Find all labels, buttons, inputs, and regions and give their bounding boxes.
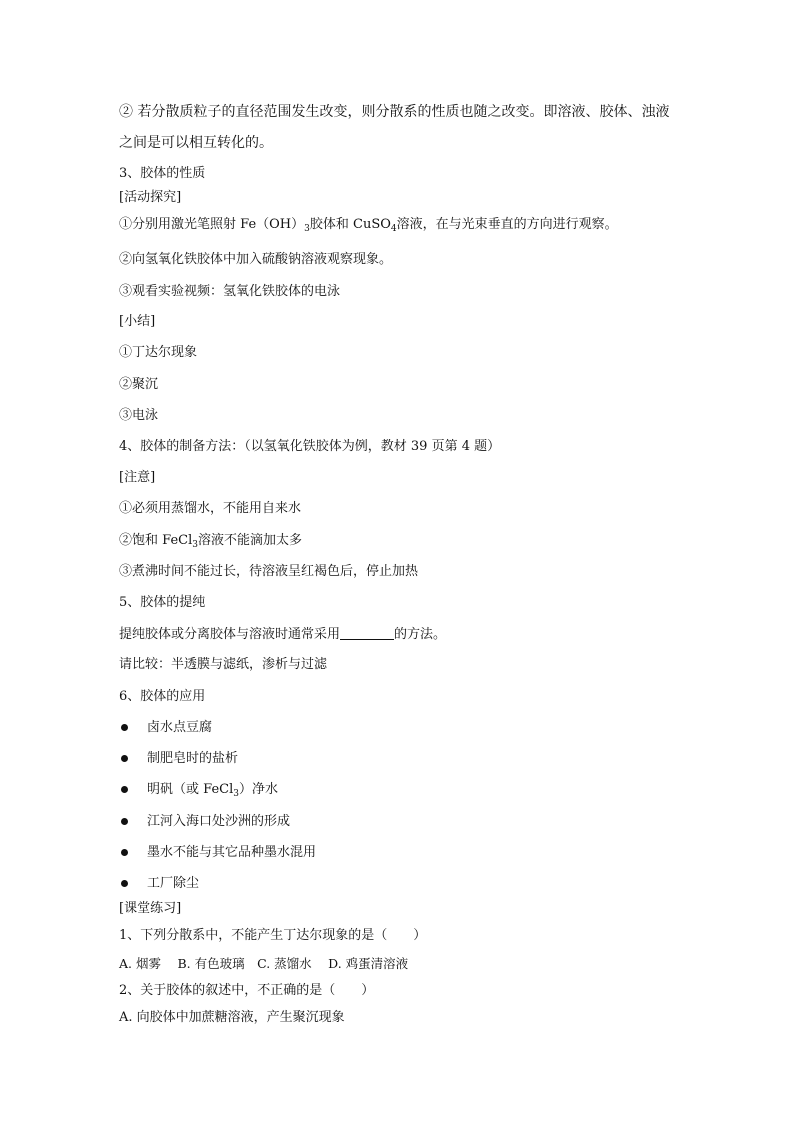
list-item: 墨水不能与其它品种墨水混用	[147, 845, 317, 860]
section-heading: 5、胶体的提纯	[119, 595, 206, 610]
text-run: 提纯胶体或分离胶体与溶液时通常采用	[119, 627, 341, 642]
note-item: ①必须用蒸馏水，不能用自来水	[119, 501, 302, 516]
list-item: 江河入海口处沙洲的形成	[147, 814, 291, 829]
summary-item: ③电泳	[119, 408, 159, 423]
bullet-icon	[121, 786, 128, 793]
text-run: ）净水	[238, 782, 278, 797]
question: 2、关于胶体的叙述中，不正确的是（ ）	[119, 983, 375, 998]
text-run: ①分别用激光笔照射 Fe（OH）	[119, 217, 305, 232]
paragraph-line: 请比较：半透膜与滤纸，渗析与过滤	[119, 657, 328, 672]
text-run: 溶液，在与光束垂直的方向进行观察。	[396, 217, 618, 232]
bullet-icon	[121, 818, 128, 825]
activity-item: ②向氢氧化铁胶体中加入硫酸钠溶液观察现象。	[119, 252, 393, 267]
bullet-icon	[121, 849, 128, 856]
subscript: 3	[233, 789, 239, 799]
subscript: 4	[390, 224, 397, 234]
question: 1、下列分散系中，不能产生丁达尔现象的是（ ）	[119, 928, 427, 943]
fill-in-line	[119, 625, 446, 644]
activity-heading: [活动探究]	[119, 190, 182, 205]
section-heading: 4、胶体的制备方法：（以氢氧化铁胶体为例，教材 39 页第 4 题）	[119, 439, 501, 454]
note-heading: [注意]	[119, 470, 156, 485]
answer-blank[interactable]	[340, 625, 394, 640]
bullet-icon	[121, 880, 128, 887]
list-item: 制肥皂时的盐析	[147, 751, 239, 766]
text-run: 的方法。	[394, 627, 447, 642]
section-heading: 6、胶体的应用	[119, 689, 206, 704]
question-option: A. 向胶体中加蔗糖溶液，产生聚沉现象	[119, 1010, 345, 1025]
summary-item: ②聚沉	[119, 377, 159, 392]
practice-heading: [课堂练习]	[119, 901, 182, 916]
text-run: 溶液不能滴加太多	[197, 533, 302, 548]
list-item	[147, 781, 278, 803]
question-options: A. 烟雾 B. 有色玻璃 C. 蒸馏水 D. 鸡蛋清溶液	[119, 956, 409, 971]
paragraph-line: ② 若分散质粒子的直径范围发生改变，则分散系的性质也随之改变。即溶液、胶体、浊液	[119, 104, 670, 120]
text-run: ②饱和 FeCl	[119, 533, 193, 548]
subscript: 3	[192, 540, 198, 550]
activity-item	[119, 216, 618, 238]
note-item: ③煮沸时间不能过长，待溶液呈红褐色后，停止加热	[119, 564, 419, 579]
list-item: 工厂除尘	[147, 876, 200, 891]
subscript: 3	[304, 224, 310, 234]
text-run: 明矾（或 FeCl	[147, 782, 234, 797]
bullet-icon	[121, 724, 128, 731]
section-heading: 3、胶体的性质	[119, 166, 206, 181]
list-item: 卤水点豆腐	[147, 720, 213, 735]
paragraph-line: 之间是可以相互转化的。	[119, 135, 273, 151]
summary-heading: [小结]	[119, 314, 156, 329]
bullet-icon	[121, 755, 128, 762]
note-item	[119, 532, 302, 554]
text-run: 胶体和 CuSO	[309, 217, 391, 232]
summary-item: ①丁达尔现象	[119, 345, 198, 360]
activity-item: ③观看实验视频：氢氧化铁胶体的电泳	[119, 284, 341, 299]
